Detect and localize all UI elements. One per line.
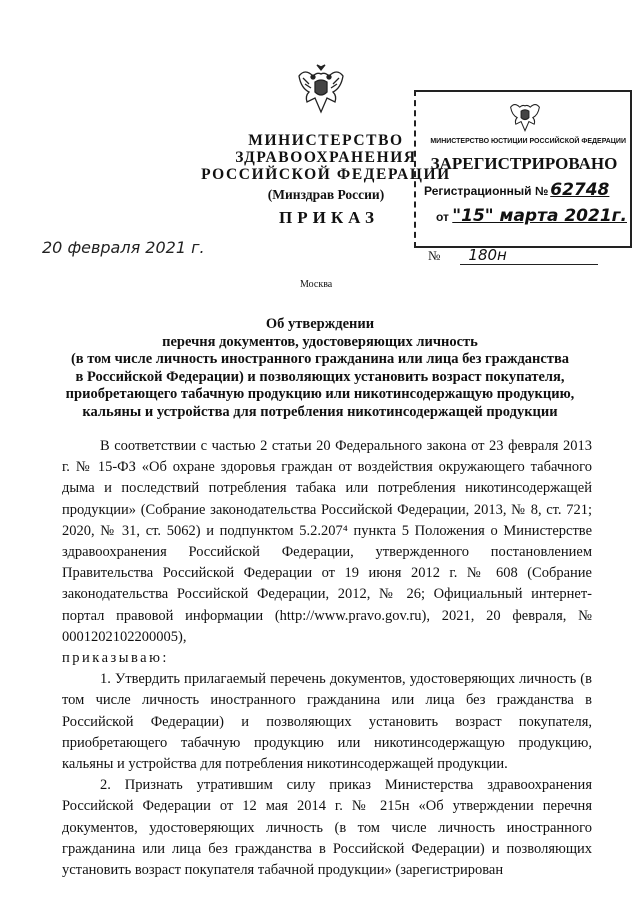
order-number (428, 246, 598, 265)
stamp-date-label: от (436, 210, 449, 224)
title-line: (в том числе личность иностранного гражданина или лица без гражданства (70, 351, 570, 367)
stamp-date (436, 206, 627, 226)
stamp-ministry: МИНИСТЕРСТВО ЮСТИЦИИ РОССИЙСКОЙ ФЕДЕРАЦИИ (430, 138, 626, 145)
document-type: ПРИКАЗ (279, 208, 379, 227)
document-body (62, 436, 592, 881)
ministry-short-name: (Минздрав России) (267, 187, 385, 202)
title-line: Об утверждении (265, 316, 375, 332)
ministry-line-2: РОССИЙСКОЙ ФЕДЕРАЦИИ (201, 166, 451, 183)
stamp-reg-number-value: 62748 (550, 180, 610, 200)
title-line: в Российской Федерации) и позволяющих установить возраст покупателя, (75, 368, 565, 385)
registration-stamp (414, 90, 632, 248)
item-1-paragraph: 1. Утвердить прилагаемый перечень документов, удостоверяющих личность (в том числе личность иностранного гражданина или лица без гражданства в Российской Федерации) и позволяющих установить возраст покупателя, приобретающего табачную продукцию или никотинсодержащую продукцию, кальяны и устройства для потребления никотинсодержащей продукции. (62, 671, 592, 773)
order-word: приказываю: (62, 650, 169, 667)
document-title (40, 316, 600, 421)
ministry-line-1: МИНИСТЕРСТВО ЗДРАВООХРАНЕНИЯ (235, 132, 417, 166)
city: Москва (300, 279, 333, 290)
stamp-registered: ЗАРЕГИСТРИРОВАНО (430, 154, 618, 173)
stamp-reg-number-label: Регистрационный № (424, 184, 549, 198)
stamp-emblem (508, 98, 542, 136)
order-number-label: № (428, 248, 441, 263)
stamp-reg-number (424, 180, 609, 200)
item-2-paragraph: 2. Признать утратившим силу приказ Министерства здравоохранения Российской Федерации от 12 мая 2014 г. № 215н «Об утверждении перечня документов, удостоверяющих личность (в том числе личность иностранного гражданина или лица без гражданства в Российской Федерации) и позволяющих установить возраст покупателя табачной продукции» (зарегистрирован (62, 777, 592, 879)
signing-date: 20 февраля 2021 г. (42, 238, 205, 257)
stamp-date-value: "15" марта 2021г. (452, 206, 627, 226)
title-line: перечня документов, удостоверяющих личность (162, 333, 478, 350)
coat-of-arms-emblem (295, 62, 347, 120)
order-number-value: 180н (460, 246, 598, 265)
title-line: приобретающего табачную продукцию или никотинсодержащую продукцию, (65, 386, 575, 402)
intro-paragraph: В соответствии с частью 2 статьи 20 Федерального закона от 23 февраля 2013 г. № 15-ФЗ «Об охране здоровья граждан от воздействия окружающего табачного дыма и последствий потребления табака или потребления никотинсодержащей продукции» (Собрание законодательства Российской Федерации, 2013, № 8, ст. 721; 2020, № 31, ст. 5062) и подпунктом 5.2.207⁴ пункта 5 Положения о Министерстве здравоохранения Российской Федерации, утвержденного постановлением Правительства Российской Федерации от 19 июня 2012 г. № 608 (Собрание законодательства Российской Федерации, 2012, № 26; Официальный интернет-портал правовой информации (http://www.pravo.gov.ru), 2021, 20 февраля, № 0001202102200005), (62, 438, 592, 645)
title-line: кальяны и устройства для потребления никотинсодержащей продукции (82, 403, 558, 420)
